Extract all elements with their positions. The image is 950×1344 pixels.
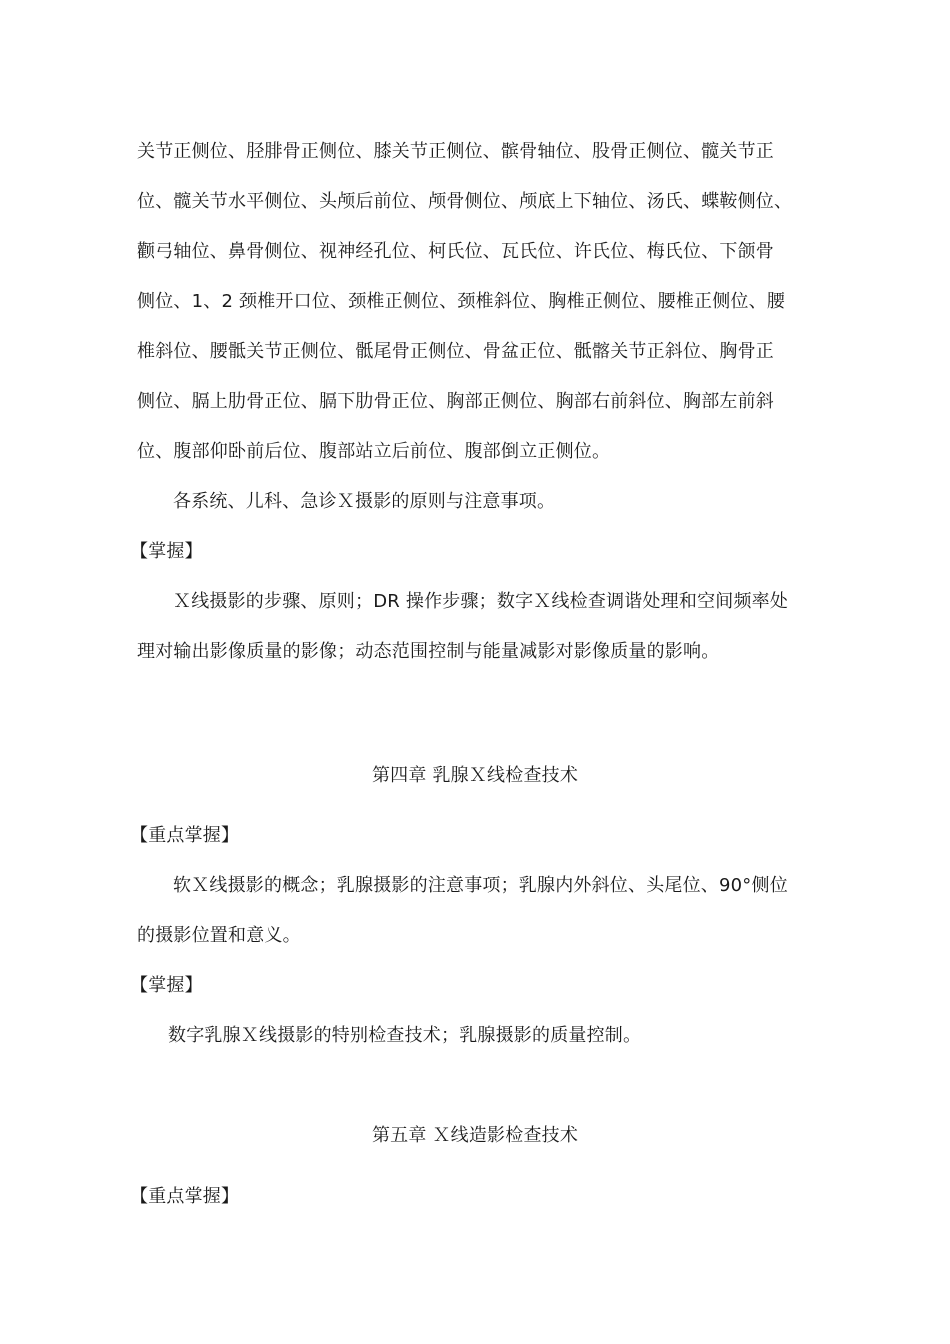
chapter-title: 第四章 乳腺Ｘ线检查技术 [371,765,579,786]
section-label-master: 【掌握】 [130,541,203,562]
section-label-key-master: 【重点掌握】 [130,1186,240,1207]
paragraph-line: 侧位、1、2 颈椎开口位、颈椎正侧位、颈椎斜位、胸椎正侧位、腰椎正侧位、腰 [137,291,786,312]
paragraph-line: 关节正侧位、胫腓骨正侧位、膝关节正侧位、髌骨轴位、股骨正侧位、髋关节正 [137,141,774,162]
paragraph-line: 位、腹部仰卧前后位、腹部站立后前位、腹部倒立正侧位。 [137,441,611,462]
section-label-key-master: 【重点掌握】 [130,825,240,846]
paragraph-line: 椎斜位、腰骶关节正侧位、骶尾骨正侧位、骨盆正位、骶髂关节正斜位、胸骨正 [137,341,774,362]
paragraph-line: Ｘ线摄影的步骤、原则；DR 操作步骤；数字Ｘ线检查调谐处理和空间频率处 [173,591,789,612]
paragraph-line: 侧位、膈上肋骨正位、膈下肋骨正位、胸部正侧位、胸部右前斜位、胸部左前斜 [137,391,774,412]
paragraph-line: 数字乳腺Ｘ线摄影的特别检查技术；乳腺摄影的质量控制。 [168,1025,642,1046]
principles-line: 各系统、儿科、急诊Ｘ摄影的原则与注意事项。 [173,491,556,512]
paragraph-line: 的摄影位置和意义。 [137,925,301,946]
paragraph-line: 理对输出影像质量的影像；动态范围控制与能量减影对影像质量的影响。 [137,641,720,662]
chapter-title: 第五章 Ｘ线造影检查技术 [371,1125,579,1146]
paragraph-line: 软Ｘ线摄影的概念；乳腺摄影的注意事项；乳腺内外斜位、头尾位、90°侧位 [173,875,788,896]
paragraph-line: 颧弓轴位、鼻骨侧位、视神经孔位、柯氏位、瓦氏位、许氏位、梅氏位、下颌骨 [137,241,774,262]
section-label-master: 【掌握】 [130,975,203,996]
paragraph-line: 位、髋关节水平侧位、头颅后前位、颅骨侧位、颅底上下轴位、汤氏、蝶鞍侧位、 [137,191,793,212]
